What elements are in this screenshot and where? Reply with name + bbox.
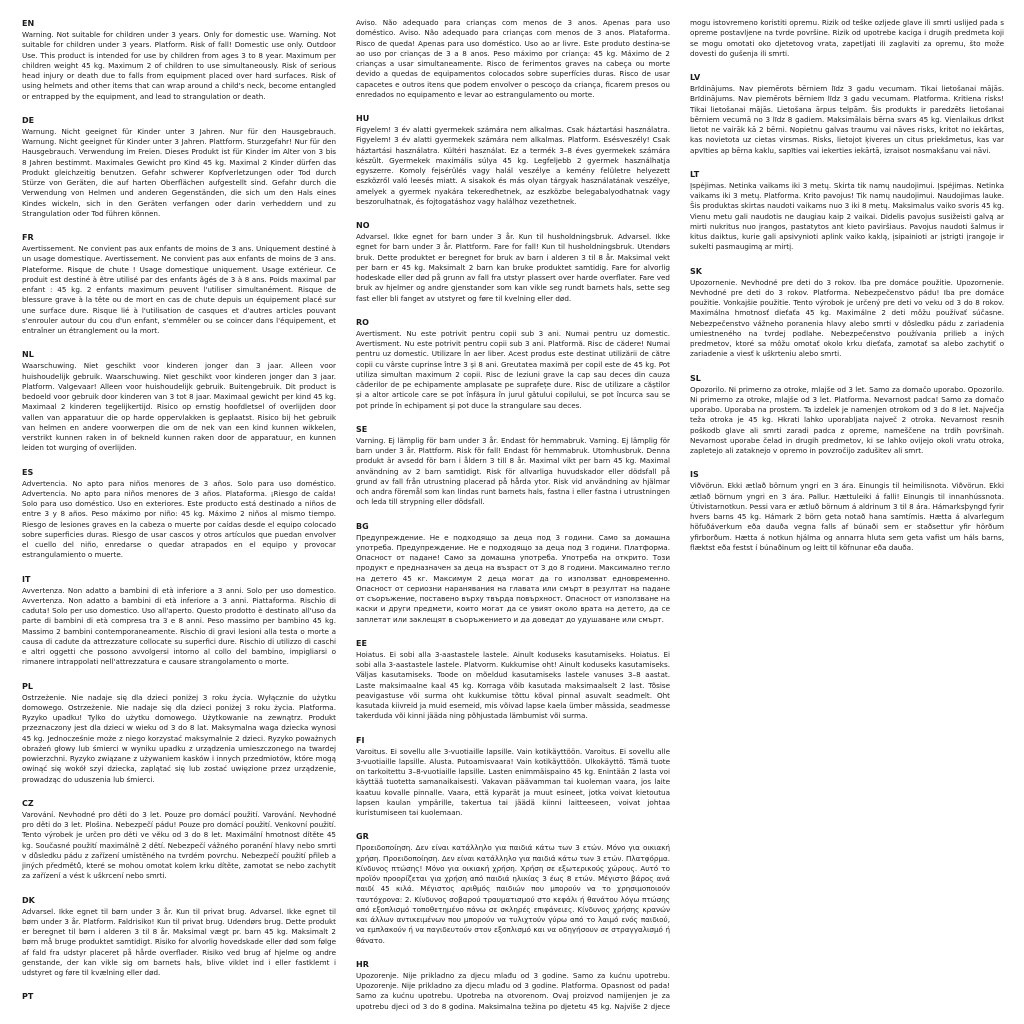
warning-text: Hoiatus. Ei sobi alla 3-aastastele lastele. Ainult koduseks kasutamiseks. Hoiatus. Ei sobi alla 3-aastastele lastele. Platvorm. Kukkumise oht! Ainult koduseks kasutamiseks. Väljas kasutamiseks. Toode on mõeldud kasutamiseks lastele vanuses 3–8 aastat. Laste maksimaalne kaal 45 kg. Korraga võib kasutada maksimaalselt 2 last. Tõsise peavigastuse või surma oht kukkumise tõttu kõval pinnal asuvalt seadmelt. Oht kasutada kiivreid ja muid esemeid, mis võivad lapse kaela ümber mässida, seadmesse takerduda või kinni jääda ning põhjustada lämbumist või surma. <box>356 649 670 721</box>
language-section-ee <box>356 638 670 722</box>
language-section-dk <box>22 895 336 979</box>
warning-text: Avertissement. Ne convient pas aux enfants de moins de 3 ans. Uniquement destiné à un usage domestique. Avertissement. Ne convient pas aux enfants de moins de 3 ans. Plateforme. Risque de chute ! Usage domestique uniquement. Usage extérieur. Ce produit est destiné à être utilisé par des enfants âgés de 3 à 8 ans. Poids maximal par enfant : 45 kg. 2 enfants maximum peuvent l'utiliser simultanément. Risque de blessure grave à la tête ou de mort en cas de chute depuis un équipement placé sur une surface dure. Risque lié à l'utilisation de casques et d'autres articles pouvant s'enrouler autour du cou d'un enfant, s'emmêler ou se coincer dans l'équipement, et entraîner un étranglement ou la mort. <box>22 244 336 335</box>
language-section-is <box>690 469 1004 553</box>
language-code: EN <box>22 19 35 28</box>
language-section-bg <box>356 521 670 625</box>
language-section-en <box>22 18 336 102</box>
language-section-se <box>356 424 670 508</box>
language-section-pl <box>22 681 336 785</box>
language-code: NL <box>22 350 34 360</box>
language-section-de <box>22 115 336 219</box>
warning-text: Varning. Ej lämplig för barn under 3 år. Endast för hemmabruk. Varning. Ej lämplig för barn under 3 år. Plattform. Risk för fall! Endast för hemmabruk. Utomhusbruk. Denna produkt är avsedd för barn i åldern 3 till 8 år. Maximal vikt per barn 45 kg. Maximal användning av 2 barn samtidigt. Risk för allvarliga huvudskador eller dödsfall på grund av fall från utrustning placerad på hårda ytor. Risk vid användning av hjälmar och andra föremål som kan lindas runt barnets hals, fastna i eller fastna i utrustningen och leda till strypning eller dödsfall. <box>356 435 670 507</box>
warning-text: Waarschuwing. Niet geschikt voor kinderen jonger dan 3 jaar. Alleen voor huishoudelijk gebruik. Waarschuwing. Niet geschikt voor kinderen jonger dan 3 jaar. Platform. Valgevaar! Alleen voor huishoudelijk gebruik. Buitengebruik. Dit product is bedoeld voor gebruik door kinderen van 3 tot 8 jaar. Maximaal gewicht per kind 45 kg. Maximaal 2 kinderen tegelijkertijd. Risico op ernstig hoofdletsel of overlijden door vallen van apparatuur die op harde oppervlakken is geplaatst. Risico bij het gebruik van helmen en andere voorwerpen die om de nek van een kind kunnen wikkelen, verstrikt kunnen raken in of bekneld kunnen raken door de apparatuur, en kunnen leiden tot wurging of overlijden. <box>22 361 336 453</box>
warning-text: Aviso. Não adequado para crianças com menos de 3 anos. Apenas para uso doméstico. Aviso. Não adequado para crianças com menos de 3 anos. Plataforma. Risco de queda! Apenas para uso doméstico. Uso ao ar livre. Este produto destina-se ao uso por crianças de 3 a 8 anos. Peso máximo por criança: 45 kg. Máximo de 2 crianças a usar simultaneamente. Risco de ferimentos graves na cabeça ou morte devido a quedas de equipamentos colocados sobre superfícies duras. Risco de usar capacetes e outros itens que podem envolver o pescoço da criança, ficarem presos ou enredados no equipamento e levar ao estrangulamento ou morte. <box>356 18 670 99</box>
language-section-gr <box>356 831 670 946</box>
warning-text: Varování. Nevhodné pro děti do 3 let. Pouze pro domácí použití. Varování. Nevhodné pro děti do 3 let. Plošina. Nebezpečí pádu! Pouze pro domácí použití. Venkovní použití. Tento výrobek je určen pro děti ve věku od 3 do 8 let. Maximální hmotnost dítěte 45 kg. Současné použití maximálně 2 dětí. Nebezpečí vážného poranění hlavy nebo smrti v důsledku pádu z zařízení umístěného na tvrdém povrchu. Nebezpečí použití přileb a jiných předmětů, které se mohou omotat kolem krku dítěte, zamotat se nebo zachytit za zařízení a vést k uškrcení nebo smrti. <box>22 809 336 881</box>
language-code: SE <box>356 424 368 434</box>
warning-text: Avertisment. Nu este potrivit pentru copii sub 3 ani. Numai pentru uz domestic. Avertisment. Nu este potrivit pentru copii sub 3 ani. Platformă. Risc de cădere! Numai pentru uz domestic. Utilizare în aer liber. Acest produs este destinat utilizării de către copii cu vârste cuprinse între 3 și 8 ani. Greutatea maximă per copil este de 45 kg. Pot utiliza simultan maximum 2 copii. Risc de leziuni grave la cap sau deces din cauza căderilor de pe echipamente amplasate pe suprafețe dure. Risc de utilizare a căștilor și a altor articole care se pot înfășura în jurul gâtului copilului, se pot încurca sau se pot prinde în echipament și pot duce la strangulare sau deces. <box>356 328 670 410</box>
language-section-cz <box>22 798 336 882</box>
warning-text: Įspėjimas. Netinka vaikams iki 3 metų. Skirta tik namų naudojimui. Įspėjimas. Netinka vaikams iki 3 metų. Platforma. Krito pavojus! Tik namų naudojimui. Naudojimas lauke. Šis produktas skirtas naudoti vaikams nuo 3 iki 8 metų. Maksimalus vaiko svoris 45 kg. Vienu metu gali naudotis ne daugiau kaip 2 vaikai. Didelis pavojus susižeisti galvą ar mirti nukritus nuo įrangos, pastatytos ant kieto paviršiaus. Pavojus naudoti šalmus ir kitus daiktus, kurie gali apsivynioti aplink vaiko kaklą, įsipainioti ar įstrigti įrangoje ir sukelti pasmaugimą ar mirtį. <box>690 180 1004 252</box>
warning-text: Warnung. Nicht geeignet für Kinder unter 3 Jahren. Nur für den Hausgebrauch. Warnung. Nicht geeignet für Kinder unter 3 Jahren. Plattform. Sturzgefahr! Nur für den Hausgebrauch. Verwendung im Freien. Dieses Produkt ist für Kinder im Alter von 3 bis 8 Jahren bestimmt. Maximales Gewicht pro Kind 45 kg. Maximal 2 Kinder dürfen das Produkt gleichzeitig benutzen. Gefahr schwerer Kopfverletzungen oder Tod durch Stürze von Geräten, die auf harten Oberflächen aufgestellt sind. Gefahr durch die Verwendung von Helmen und anderen Gegenständen, die sich um den Hals eines Kindes wickeln, sich in den Geräten verfangen oder darin verheddern und zu Strangulation oder Tod führen können. <box>22 126 336 218</box>
language-code: SK <box>690 266 702 276</box>
language-code: CZ <box>22 798 34 808</box>
language-code: IS <box>690 470 699 480</box>
warning-text: Advertencia. No apto para niños menores de 3 años. Solo para uso doméstico. Advertencia. No apto para niños menores de 3 años. Plataforma. ¡Riesgo de caída! Solo para uso doméstico. Uso en exteriores. Este producto está destinado a niños de entre 3 y 8 años. Peso máximo por niño: 45 kg. Máximo 2 niños al mismo tiempo. Riesgo de lesiones graves en la cabeza o muerte por caídas desde el equipo colocado sobre superficies duras. Riesgo de usar cascos y otros artículos que puedan envolver el cuello del niño, enredarse o quedar atrapados en el equipo y provocar estrangulamiento o muerte. <box>22 478 336 560</box>
language-code: LT <box>690 169 700 179</box>
warning-document <box>22 18 1004 1018</box>
warning-text: Opozorilo. Ni primerno za otroke, mlajše od 3 let. Samo za domačo uporabo. Opozorilo. Ni primerno za otroke, mlajše od 3 let. Platforma. Nevarnost padca! Samo za domačo uporabo. Uporaba na prostem. Ta izdelek je namenjen otrokom od 3 do 8 let. Največja teža otroka je 45 kg. Hkrati lahko uporabljata največ 2 otroka. Nevarnost resnih poškodb glave ali smrti zaradi padca z opreme, nameščene na trdih površinah. Nevarnost uporabe čelad in drugih predmetov, ki se lahko ovijejo okoli vratu otroka, zapletejo ali zataknejo v opremo in povzročijo zadušitev ali smrt. <box>690 384 1004 455</box>
language-code: DE <box>22 115 35 125</box>
language-section-nl <box>22 349 336 453</box>
warning-text: Advarsel. Ikke egnet for barn under 3 år. Kun til husholdningsbruk. Advarsel. Ikke egnet for barn under 3 år. Plattform. Fare for fall! Kun til husholdningsbruk. Utendørs bruk. Dette produktet er beregnet for bruk av barn i alderen 3 til 8 år. Maksimal vekt per barn er 45 kg. Maksimalt 2 barn kan bruke produktet samtidig. Fare for alvorlig hodeskade eller død på grunn av fall fra utstyr plassert over harde overflater. Fare ved bruk av hjelmer og andre gjenstander som kan vikle seg rundt barnets hals, sette seg fast eller bli fanget av utstyret og føre til kvelning eller død. <box>356 232 670 303</box>
language-code: FI <box>356 735 365 745</box>
warning-text: Viðvörun. Ekki ætlað börnum yngri en 3 ára. Einungis til heimilisnota. Viðvörun. Ekki ætlað börnum yngri en 3 ára. Pallur. Hættuleiki á falli! Einungis til innanhússnota. Útivistarnotkun. Þessi vara er ætluð börnum á aldrinum 3 til 8 ára. Hámarksþyngd fyrir hvers barns 45 kg. Hámark 2 börn geta notað hana samtímis. Hætta á alvarlegum höfuðáverkum eða dauða vegna falls af búnaði sem er staðsettur yfir hörðum yfirborðum. Hætta á notkun hjálma og annarra hluta sem geta vafist um háls barns, flæktst eða festst í búnaðinum og leitt til köfnunar eða dauða. <box>690 481 1004 552</box>
warning-text: Предупреждение. Не е подходящо за деца под 3 години. Само за домашна употреба. Предупреждение. Не е подходящо за деца под 3 години. Платформа. Опасност от падане! Само за домашна употреба. Употреба на открито. Този продукт е предназначен за деца на възраст от 3 до 8 години. Максимално тегло на детето 45 кг. Максимум 2 деца могат да го използват едновременно. Опасност от сериозни наранявания на главата или смърт в резултат на падане от съоръжение, поставено върху твърда повърхност. Опасност от използване на каски и други предмети, които могат да се увият около врата на детето, да се заплетат или заклещят в съоръжението и да доведат до удушаване или смърт. <box>356 532 670 624</box>
warning-text: Brīdinājums. Nav piemērots bērniem līdz 3 gadu vecumam. Tikai lietošanai mājās. Brīdinājums. Nav piemērots bērniem līdz 3 gadu vecumam. Platforma. Kritiena risks! Tikai lietošanai mājās. Lietošana ārpus telpām. Šis produkts ir paredzēts lietošanai bērniem vecumā no 3 līdz 8 gadiem. Maksimālais bērna svars 45 kg. Vienlaikus drīkst lietot ne vairāk kā 2 bērni. Nopietnu galvas traumu vai nāves risks, kritot no iekārtas, kas novietota uz cietas virsmas. Risks, lietojot ķiveres un citus priekšmetus, kas var apvīties ap bērna kaklu, sapīties vai iekerties iekārtā, izraisot nosmakšanu vai nāvi. <box>690 84 1004 155</box>
language-section-hu <box>356 113 670 207</box>
language-code: SL <box>690 373 701 383</box>
language-code: IT <box>22 574 31 584</box>
language-code: EE <box>356 638 367 648</box>
warning-text: Προειδοποίηση. Δεν είναι κατάλληλο για παιδιά κάτω των 3 ετών. Μόνο για οικιακή χρήση. Προειδοποίηση. Δεν είναι κατάλληλο για παιδιά κάτω των 3 ετών. Πλατφόρμα. Κίνδυνος πτώσης! Μόνο για οικιακή χρήση. Χρήση σε εξωτερικούς χώρους. Αυτό το προϊόν προορίζεται για χρήση από παιδιά ηλικίας 3 έως 8 ετών. Μέγιστο βάρος ανά παιδί 45 κιλά. Μέγιστος αριθμός παιδιών που μπορούν να το χρησιμοποιούν ταυτόχρονα: 2. Κίνδυνος σοβαρού τραυματισμού στο κεφάλι ή θανάτου λόγω πτώσης από εξοπλισμό τοποθετημένο πάνω σε σκληρές επιφάνειες. Κίνδυνος χρήσης κρανών και άλλων αντικειμένων που μπορούν να τυλιχτούν γύρω από το λαιμό ενός παιδιού, να εμπλακούν ή να παγιδευτούν στον εξοπλισμό και να οδηγήσουν σε στραγγαλισμό ή θάνατο. <box>356 843 670 945</box>
language-section-fr <box>22 232 336 336</box>
language-code: PL <box>22 681 33 691</box>
language-section-sl <box>690 373 1004 457</box>
language-code: DK <box>22 895 35 905</box>
language-code: FR <box>22 233 34 242</box>
warning-text: Avvertenza. Non adatto a bambini di età inferiore a 3 anni. Solo per uso domestico. Avvertenza. Non adatto a bambini di età inferiore a 3 anni. Piattaforma. Rischio di caduta! Solo per uso domestico. Uso all'aperto. Questo prodotto è destinato all'uso da parte di bambini di età compresa tra 3 e 8 anni. Peso massimo per bambino 45 kg. Massimo 2 bambini contemporaneamente. Rischio di gravi lesioni alla testa o morte a causa di cadute da attrezzature collocate su superfici dure. Rischio di utilizzo di caschi e altri oggetti che possono avvolgersi intorno al collo del bambino, impigliarsi o rimanere intrappolati nell'attrezzatura e causare strangolamento o morte. <box>22 585 336 667</box>
warning-text: Figyelem! 3 év alatti gyermekek számára nem alkalmas. Csak háztartási használatra. Figyelem! 3 év alatti gyermekek számára nem alkalmas. Platform. Esésveszély! Csak háztartási használatra. Kültéri használat. Ez a termék 3–8 éves gyermekek számára készült. Gyermekek maximális súlya 45 kg. Legfeljebb 2 gyermek használhatja egyszerre. Komoly fejsérülés vagy halál veszélye a kemény felületre helyezett eszközről való leesés miatt. A sisakok és más olyan tárgyak használatának veszélye, amelyek a gyermek nyakára tekeredhetnek, az eszközbe belegabalyodhatnak vagy beszorulhatnak, és fojtogatáshoz vagy halálhoz vezethetnek. <box>356 125 670 206</box>
language-section-sk <box>690 266 1004 360</box>
language-code: HR <box>356 959 369 969</box>
language-code: GR <box>356 832 369 842</box>
language-code: ES <box>22 467 34 477</box>
language-code: RO <box>356 317 369 327</box>
language-section-it <box>22 574 336 668</box>
language-code: LV <box>690 73 701 82</box>
language-code: BG <box>356 521 369 531</box>
language-code: NO <box>356 221 370 230</box>
language-code: HU <box>356 114 370 123</box>
warning-text: Upozornenie. Nevhodné pre deti do 3 rokov. Iba pre domáce použitie. Upozornenie. Nevhodné pre deti do 3 rokov. Platforma. Nebezpečenstvo pádu! Iba pre domáce použitie. Vonkajšie použitie. Tento výrobok je určený pre deti vo veku od 3 do 8 rokov. Maximálna hmotnosť dieťaťa 45 kg. Maximálne 2 deti môžu používať súčasne. Nebezpečenstvo vážneho poranenia hlavy alebo smrti v dôsledku pádu z zariadenia umiestneného na tvrdej podlahe. Nebezpečenstvo používania prilieb a iných predmetov, ktoré sa môžu omotať okolo krku dieťaťa, zamotať sa alebo zachytiť o zariadenie a viesť k uškrteniu alebo smrti. <box>690 277 1004 359</box>
language-section-lt <box>690 169 1004 253</box>
language-section-ro <box>356 317 670 411</box>
language-section-es <box>22 467 336 561</box>
warning-text: Varoitus. Ei sovellu alle 3-vuotiaille lapsille. Vain kotikäyttöön. Varoitus. Ei sovellu alle 3-vuotiaille lapsille. Alusta. Putoamisvaara! Vain kotikäyttöön. Ulkokäyttö. Tämä tuote on tarkoitettu 3–8-vuotiaille lapsille. Lasten enimmäispaino 45 kg. Enintään 2 lasta voi käyttää tuotetta samanaikaisesti. Vakavan päävamman tai kuoleman vaara, jos laite kaatuu kovalle pinnalle. Vaara, että kyparät ja muut esineet, jotka voivat kietoutua lapsen kaulan ympärille, takertua tai jäädä kiinni laitteeseen, voivat johtaa kuristumiseen tai kuolemaan. <box>356 746 670 817</box>
language-code: PT <box>22 992 34 1002</box>
language-section-no <box>356 220 670 304</box>
language-section-lv <box>690 72 1004 156</box>
warning-text: Ostrzeżenie. Nie nadaje się dla dzieci poniżej 3 roku życia. Wyłącznie do użytku domowego. Ostrzeżenie. Nie nadaje się dla dzieci poniżej 3 roku życia. Platforma. Ryzyko upadku! Tylko do użytku domowego. Użytkowanie na zewnątrz. Produkt przeznaczony jest dla dzieci w wieku od 3 do 8 lat. Maksymalna waga dziecka wynosi 45 kg. Jednocześnie może z niego korzystać maksymalnie 2 dzieci. Ryzyko poważnych obrażeń głowy lub śmierci w wyniku upadku z urządzenia umieszczonego na twardej powierzchni. Ryzyko związane z używaniem kasków i innych przedmiotów, które mogą owinąć się wokół szyi dziecka, zaplątać się lub zostać uwięzione przez urządzenie, prowadząc do uduszenia lub śmierci. <box>22 692 336 784</box>
language-section-fi <box>356 735 670 819</box>
warning-text: Warning. Not suitable for children under 3 years. Only for domestic use. Warning. Not suitable for children under 3 years. Platform. Risk of fall! Domestic use only. Outdoor Use. This product is intended for use by children from ages 3 to 8 year. Maximum per children weight 45 kg. Maximum 2 of children to use simultaneously. Risk of serious head injury or death due to falls from equipment placed over hard surfaces. Risk of using helmets and other items that can wrap around a child's neck, become entangled or entrapped by the equipment, and lead to strangulation or death. <box>22 30 336 101</box>
warning-text: Advarsel. Ikke egnet til børn under 3 år. Kun til privat brug. Advarsel. Ikke egnet til børn under 3 år. Platform. Faldrisiko! Kun til privat brug. Udendørs brug. Dette produkt er beregnet til børn i alderen 3 til 8 år. Maksimal vægt pr. barn 45 kg. Maksimalt 2 børn må bruge produktet samtidigt. Risiko for alvorlig hovedskade eller død som følge af fald fra udstyr placeret på hårde overflader. Risiko ved brug af hjelme og andre genstande, der kan vikle sig om barnets hals, blive viklet ind i eller fastklemt i udstyret og føre til kvælning eller død. <box>22 906 336 977</box>
warning-text: Upozorenje. Nije prikladno za djecu mlađu od 3 godine. Samo za kućnu upotrebu. Upozorenje. Nije prikladno za djecu mlađu od 3 godine. Platforma. Opasnost od pada! Samo za kućnu upotrebu. Upotreba na otvorenom. Ovaj proizvod namijenjen je za upotrebu djeci od 3 do 8 godina. Maksimalna težina po djetetu 45 kg. Najviše 2 djece mogu istovremeno koristiti opremu. Rizik od teške ozljede glave ili smrti uslijed pada s opreme postavljene na tvrde površine. Rizik od upotrebe kaciga i drugih predmeta koji se mogu omotati oko djetetovog vrata, zapetljati ili zaglaviti za opremu, što može dovesti do gušenja ili smrti. <box>356 18 1004 1011</box>
